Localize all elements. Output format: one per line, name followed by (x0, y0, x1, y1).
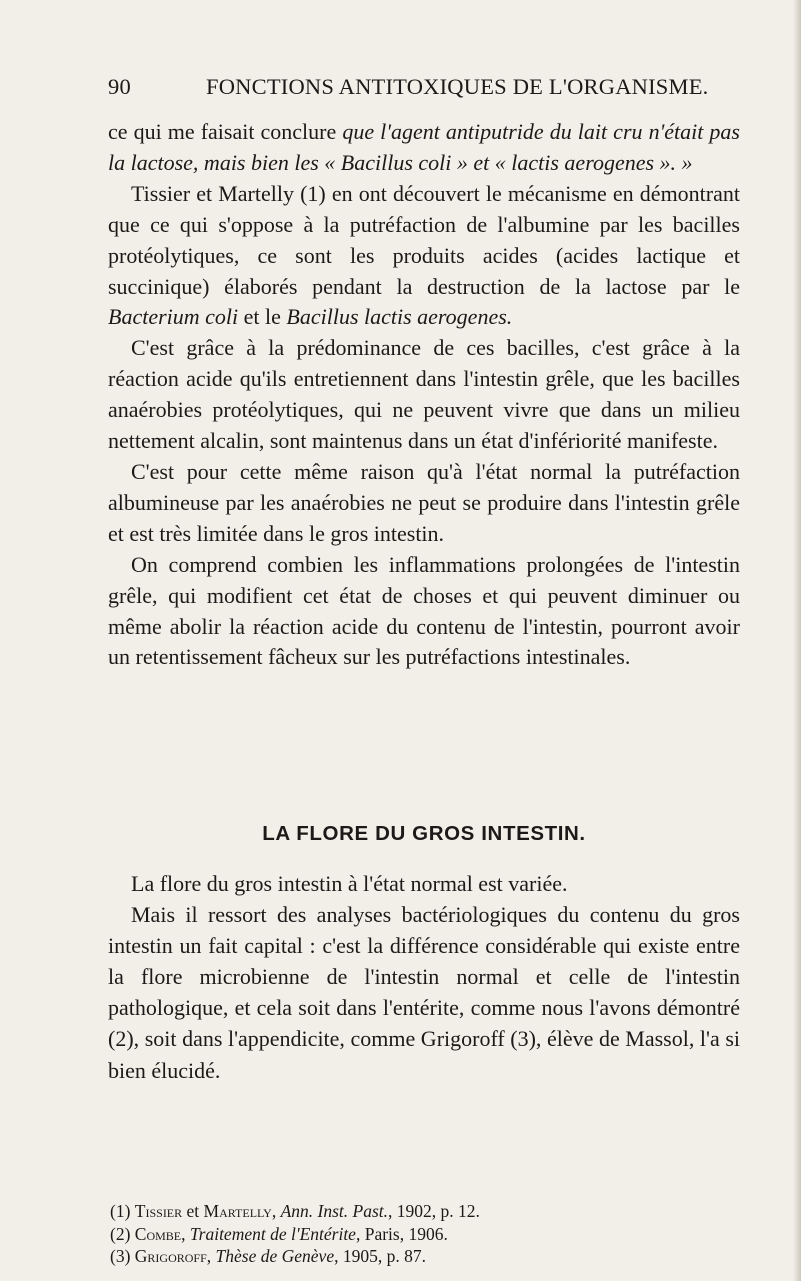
section-paragraph-1: La flore du gros intestin à l'état normal est variée. (131, 871, 568, 896)
paragraph-2: Tissier et Martelly (1) en ont découvert le mécanisme en démontrant que ce qui s'oppose à la putréfaction de l'albumine par les bacilles protéolytiques, ce sont les produits acides (acides lactique et succinique) élaborés pendant la destruction de la lactose par le Bacterium coli et le Bacillus lactis aerogenes. (108, 180, 740, 330)
paragraph-5: On comprend combien les inflammations prolongées de l'intestin grêle, qui modifient cet état de choses et qui peuvent diminuer ou même abolir la réaction acide du contenu de l'intestin, pourront avoir un retentissement fâcheux sur les putréfactions intestinales. (108, 551, 740, 670)
paragraph-3: C'est grâce à la prédominance de ces bacilles, c'est grâce à la réaction acide qu'ils entretiennent dans l'intestin grêle, que les bacilles anaérobies protéolytiques, qui ne peuvent vivre que dans un milieu nettement alcalin, sont maintenus dans un état d'infériorité manifeste. (108, 335, 740, 454)
body-text (108, 117, 740, 673)
page-number: 90 (108, 74, 131, 99)
paragraph-1: ce qui me faisait conclure que l'agent antiputride du lait cru n'était pas la lactose, mais bien les « Bacillus coli » et « lactis aerogenes ». » (108, 119, 740, 175)
italic-quote: que l'agent antiputride du lait cru n'était pas la lactose, mais bien les « Bacillus coli » et « lactis aerogenes ». » (108, 119, 740, 175)
species-name: Bacillus lactis aerogenes. (286, 304, 513, 330)
page-edge-shadow (793, 0, 801, 1281)
footnote: (1) Tissier et Martelly, Ann. Inst. Past., 1902, p. 12. (110, 1201, 480, 1221)
paragraph-4: C'est pour cette même raison qu'à l'état normal la putréfaction albumineuse par les anaérobies ne peut se produire dans l'intestin grêle et est très limitée dans le gros intestin. (108, 458, 740, 546)
footnote: (2) Combe, Traitement de l'Entérite, Paris, 1906. (110, 1223, 448, 1244)
section-paragraph-2: Mais il ressort des analyses bactériologiques du contenu du gros intestin un fait capital : c'est la différence considérable qui existe entre la flore microbienne de l'intestin normal et celle de l'intestin pathologique, et cela soit dans l'entérite, comme nous l'avons démontré (2), soit dans l'appendicite, comme Grigoroff (3), élève de Massol, l'a si bien élucidé. (108, 902, 740, 1083)
section-body (108, 868, 740, 1086)
running-head (108, 74, 748, 108)
footnotes (108, 1200, 748, 1268)
footnote: (3) Grigoroff, Thèse de Genève, 1905, p. 87. (110, 1246, 426, 1266)
section-heading: LA FLORE DU GROS INTESTIN. (262, 822, 586, 845)
species-name: Bacterium coli (108, 304, 239, 330)
running-title: FONCTIONS ANTITOXIQUES DE L'ORGANISME. (206, 74, 709, 99)
